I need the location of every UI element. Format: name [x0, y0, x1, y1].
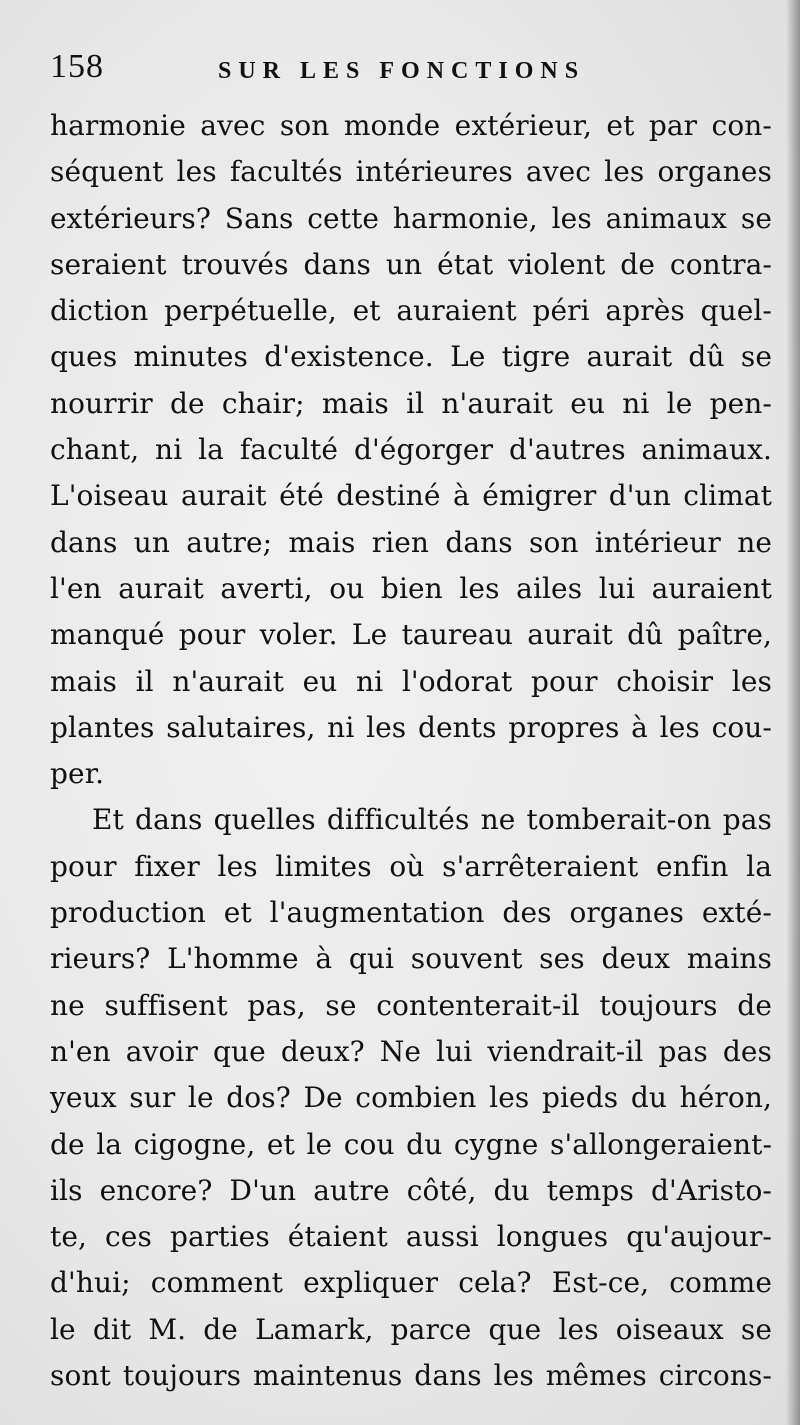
running-title: SUR LES FONCTIONS — [218, 58, 586, 84]
text-line: séquent les facultés intérieures avec les organes — [50, 155, 772, 189]
text-line: l'en aurait averti, ou bien les ailes lui auraient — [50, 571, 772, 605]
page-edge-shadow — [786, 0, 800, 1425]
text-line: yeux sur le dos? De combien les pieds du héron, — [50, 1081, 772, 1115]
text-line: harmonie avec son monde extérieur, et par con- — [50, 109, 772, 142]
text-line: de la cigogne, et le cou du cygne s'allongeraient- — [50, 1127, 772, 1161]
text-line: te, ces parties étaient aussi longues qu'aujour- — [50, 1220, 772, 1254]
text-line: le dit M. de Lamark, parce que les oiseaux se — [50, 1312, 772, 1346]
text-line: ne suffisent pas, se contenterait-il toujours de — [50, 988, 772, 1022]
text-line: ils encore? D'un autre côté, du temps d'Aristo- — [50, 1173, 772, 1207]
paragraph-end-line: per. — [50, 757, 105, 791]
page-number: 158 — [50, 48, 104, 85]
text-line: production et l'augmentation des organes exté- — [50, 896, 772, 930]
text-line: sont toujours maintenus dans les mêmes circons- — [50, 1359, 772, 1393]
text-line: L'oiseau aurait été destiné à émigrer d'un climat — [50, 479, 772, 513]
text-line: pour fixer les limites où s'arrêteraient enfin la — [50, 849, 772, 883]
text-line: manqué pour voler. Le taureau aurait dû paître, — [50, 618, 772, 652]
paragraph-start-line: Et dans quelles difficultés ne tomberait-on pas — [92, 803, 772, 837]
text-line: plantes salutaires, ni les dents propres à les cou- — [50, 710, 772, 744]
text-line: extérieurs? Sans cette harmonie, les animaux se — [50, 201, 772, 235]
text-line: diction perpétuelle, et auraient péri après quel- — [50, 294, 772, 328]
text-line: nourrir de chair; mais il n'aurait eu ni le pen- — [50, 386, 772, 420]
body-text — [50, 103, 772, 1399]
text-line: ques minutes d'existence. Le tigre aurait dû se — [50, 340, 772, 374]
text-line: dans un autre; mais rien dans son intérieur ne — [50, 525, 772, 559]
text-line: seraient trouvés dans un état violent de contra- — [50, 247, 772, 281]
text-line: n'en avoir que deux? Ne lui viendrait-il pas des — [50, 1034, 772, 1068]
text-line: d'hui; comment expliquer cela? Est-ce, comme — [50, 1266, 772, 1300]
page-header — [50, 48, 770, 98]
text-line: mais il n'aurait eu ni l'odorat pour choisir les — [50, 664, 772, 698]
text-line: chant, ni la faculté d'égorger d'autres animaux. — [50, 433, 772, 467]
text-line: rieurs? L'homme à qui souvent ses deux mains — [50, 942, 772, 976]
